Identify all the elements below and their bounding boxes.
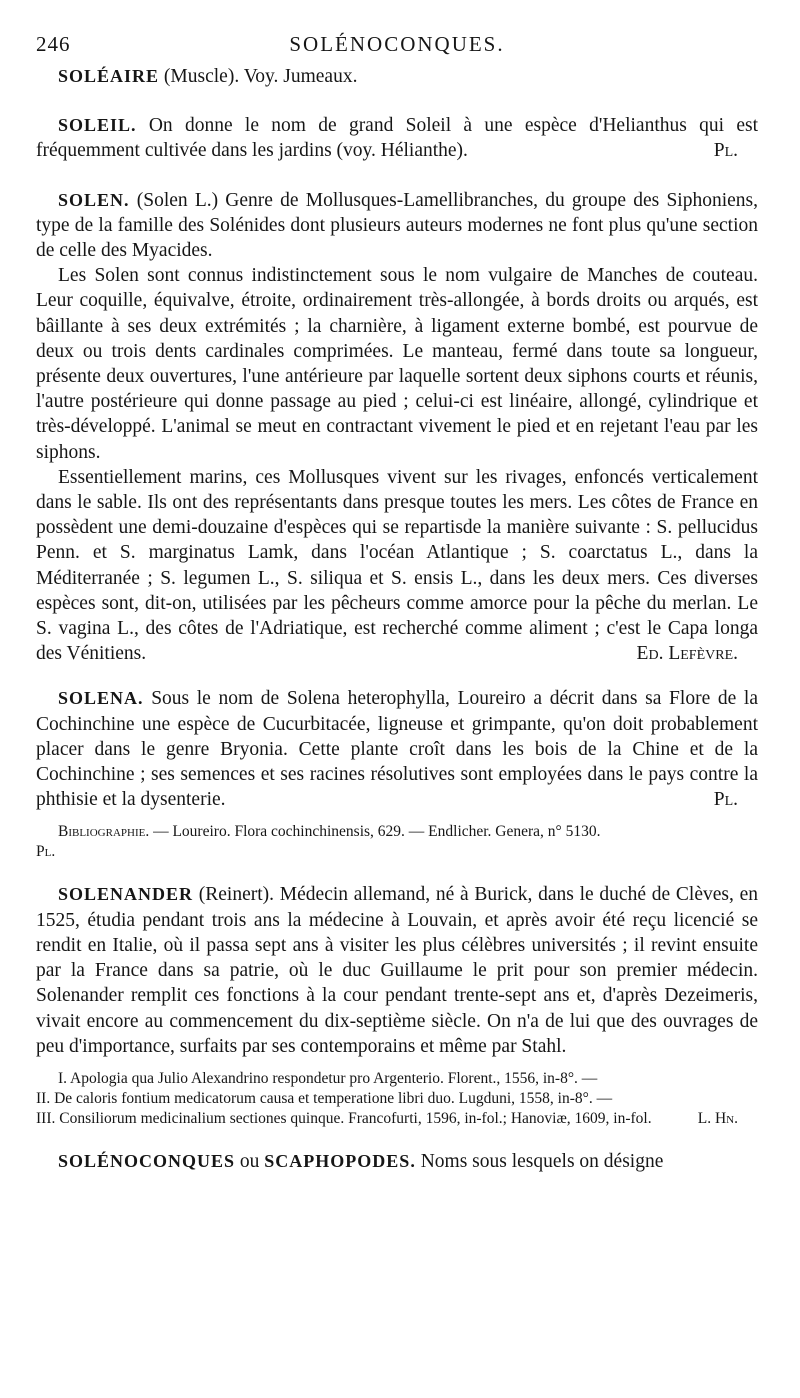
headword-solen: SOLEN. [58,189,130,210]
entry-solenoconques [36,1149,758,1174]
entry-solen-text-3: Essentiellement marins, ces Mollusques vivent sur les rivages, enfoncés verticalement dans le sable. Ils ont des représentants dans presque toutes les mers. Les côtes de France en possèdent une demi-douzaine d'espèces qui se repartisde la manière suivante : S. pellucidus Penn. et S. marginatus Lamk, dans l'océan Atlantique ; S. coarctatus L., dans la Méditerranée ; S. legumen L., S. siliqua et S. ensis L., dans les deux mers. Ces diverses espèces sont, dit-on, utilisées par les pêcheurs comme amorce pour la pêche du merlan. Le S. vagina L., des côtes de l'Adriatique, est recherché comme aliment ; c'est le Capa longa des Vénitiens. [36,466,758,665]
work-item: I. Apologia qua Julio Alexandrino respondetur pro Argenterio. Florent., 1556, in-8°. — [58,1069,598,1087]
word-ou: ou [239,1150,260,1172]
page-header [36,24,758,64]
bibliography-text: — Loureiro. Flora cochinchinensis, 629. — Endlicher. Genera, n° 5130. [153,823,601,841]
entry-soleil-text: On donne le nom de grand Soleil à une espèce d'Helianthus qui est fréquemment cultivée dans les jardins (voy. Hélianthe). [36,115,758,162]
signature-solena-biblio: Pl. [36,843,56,861]
entry-soleaire-text: (Muscle). Voy. Jumeaux. [163,66,358,87]
bibliography-solena [36,822,758,842]
bibliography-label: Bibliographie. [58,823,150,841]
entry-solena [36,686,758,812]
headword-soleaire: SOLÉAIRE [58,66,160,86]
work-item: II. De caloris fontium medicatorum causa et temperatione libri duo. Lugduni, 1558, in-8°. — [36,1089,613,1107]
running-head: SOLÉNOCONQUES. [289,32,505,56]
signature-solena: Pl. [713,789,738,811]
work-item [36,1109,758,1129]
headword-solenoconques: SOLÉNOCONQUES [58,1150,236,1171]
headword-soleil: SOLEIL. [58,115,137,136]
headword-solenander: SOLENANDER [58,884,194,905]
entry-solen-p2: Les Solen sont connus indistinctement sous le nom vulgaire de Manches de couteau. Leur coquille, équivalve, étroite, ordinairement très-allongée, à bords droits ou arqués, est bâillante à ses deux extrémités ; la charnière, à ligament externe bombé, est pourvue de deux ou trois dents cardinales comprimées. Le manteau, fermé dans toute sa longueur, présente deux ouvertures, l'une antérieure par laquelle sortent deux siphons courts et réunis, l'autre postérieure qui donne passage au pied ; celui-ci est linéaire, allongé, cylindrique et très-développé. L'animal se meut en contractant vivement le pied et en rejetant l'eau par les siphons. [36,265,758,463]
entry-solen-p1 [36,188,758,264]
entry-soleaire [36,64,758,89]
entry-solen-text-1: (Solen L.) Genre de Mollusques-Lamellibranches, du groupe des Siphoniens, type de la famille des Solénides dont plusieurs auteurs modernes ne font plus qu'une section de celle des Myacides. [36,189,759,262]
page-number: 246 [36,32,71,56]
entry-solena-text: Sous le nom de Solena heterophylla, Loureiro a décrit dans sa Flore de la Cochinchine une espèce de Cucurbitacée, ligneuse et grimpante, qu'on doit probablement placer dans le genre Bryonia. Cette plante croît dans les bois de la Chine et de la Cochinchine ; ses semences et ses racines résolutives sont employées dans le pays contre la phthisie et la dysenterie. [36,688,758,811]
entry-solen-p3 [36,465,758,667]
signature-soleil: Pl. [713,140,738,162]
entry-solenander-text: (Reinert). Médecin allemand, né à Burick, dans le duché de Clèves, en 1525, étudia pendant trois ans la médecine à Louvain, et après avoir été reçu licencié se rendit en Italie, où il passa sept ans à visiter les plus célèbres universités ; il revint ensuite par la France dans sa patrie, où le duc Guillaume le prit pour son premier médecin. Solenander remplit ces fonctions à la cour pendant trente-sept ans et, d'après Dezeimeris, vivait encore au commencement du dix-septième siècle. On n'a de lui que des ouvrages de peu d'importance, surfaits par ses contemporains et même par Stahl. [36,884,758,1057]
works-list [36,1069,758,1129]
signature-solenander: L. Hn. [697,1109,738,1127]
entry-solenander [36,882,758,1058]
entry-soleil [36,113,758,163]
signature-solen: Ed. Lefèvre. [636,643,738,665]
bibliography-signature-line [36,842,758,862]
entry-solenoconques-text: Noms sous lesquels on désigne [420,1150,664,1172]
work-item-text: III. Consiliorum medicinalium sectiones quinque. Francofurti, 1596, in-fol.; Hanoviæ, 1609, in-fol. [36,1109,652,1127]
headword-scaphopodes: SCAPHOPODES. [264,1150,416,1171]
headword-solena: SOLENA. [58,688,144,709]
